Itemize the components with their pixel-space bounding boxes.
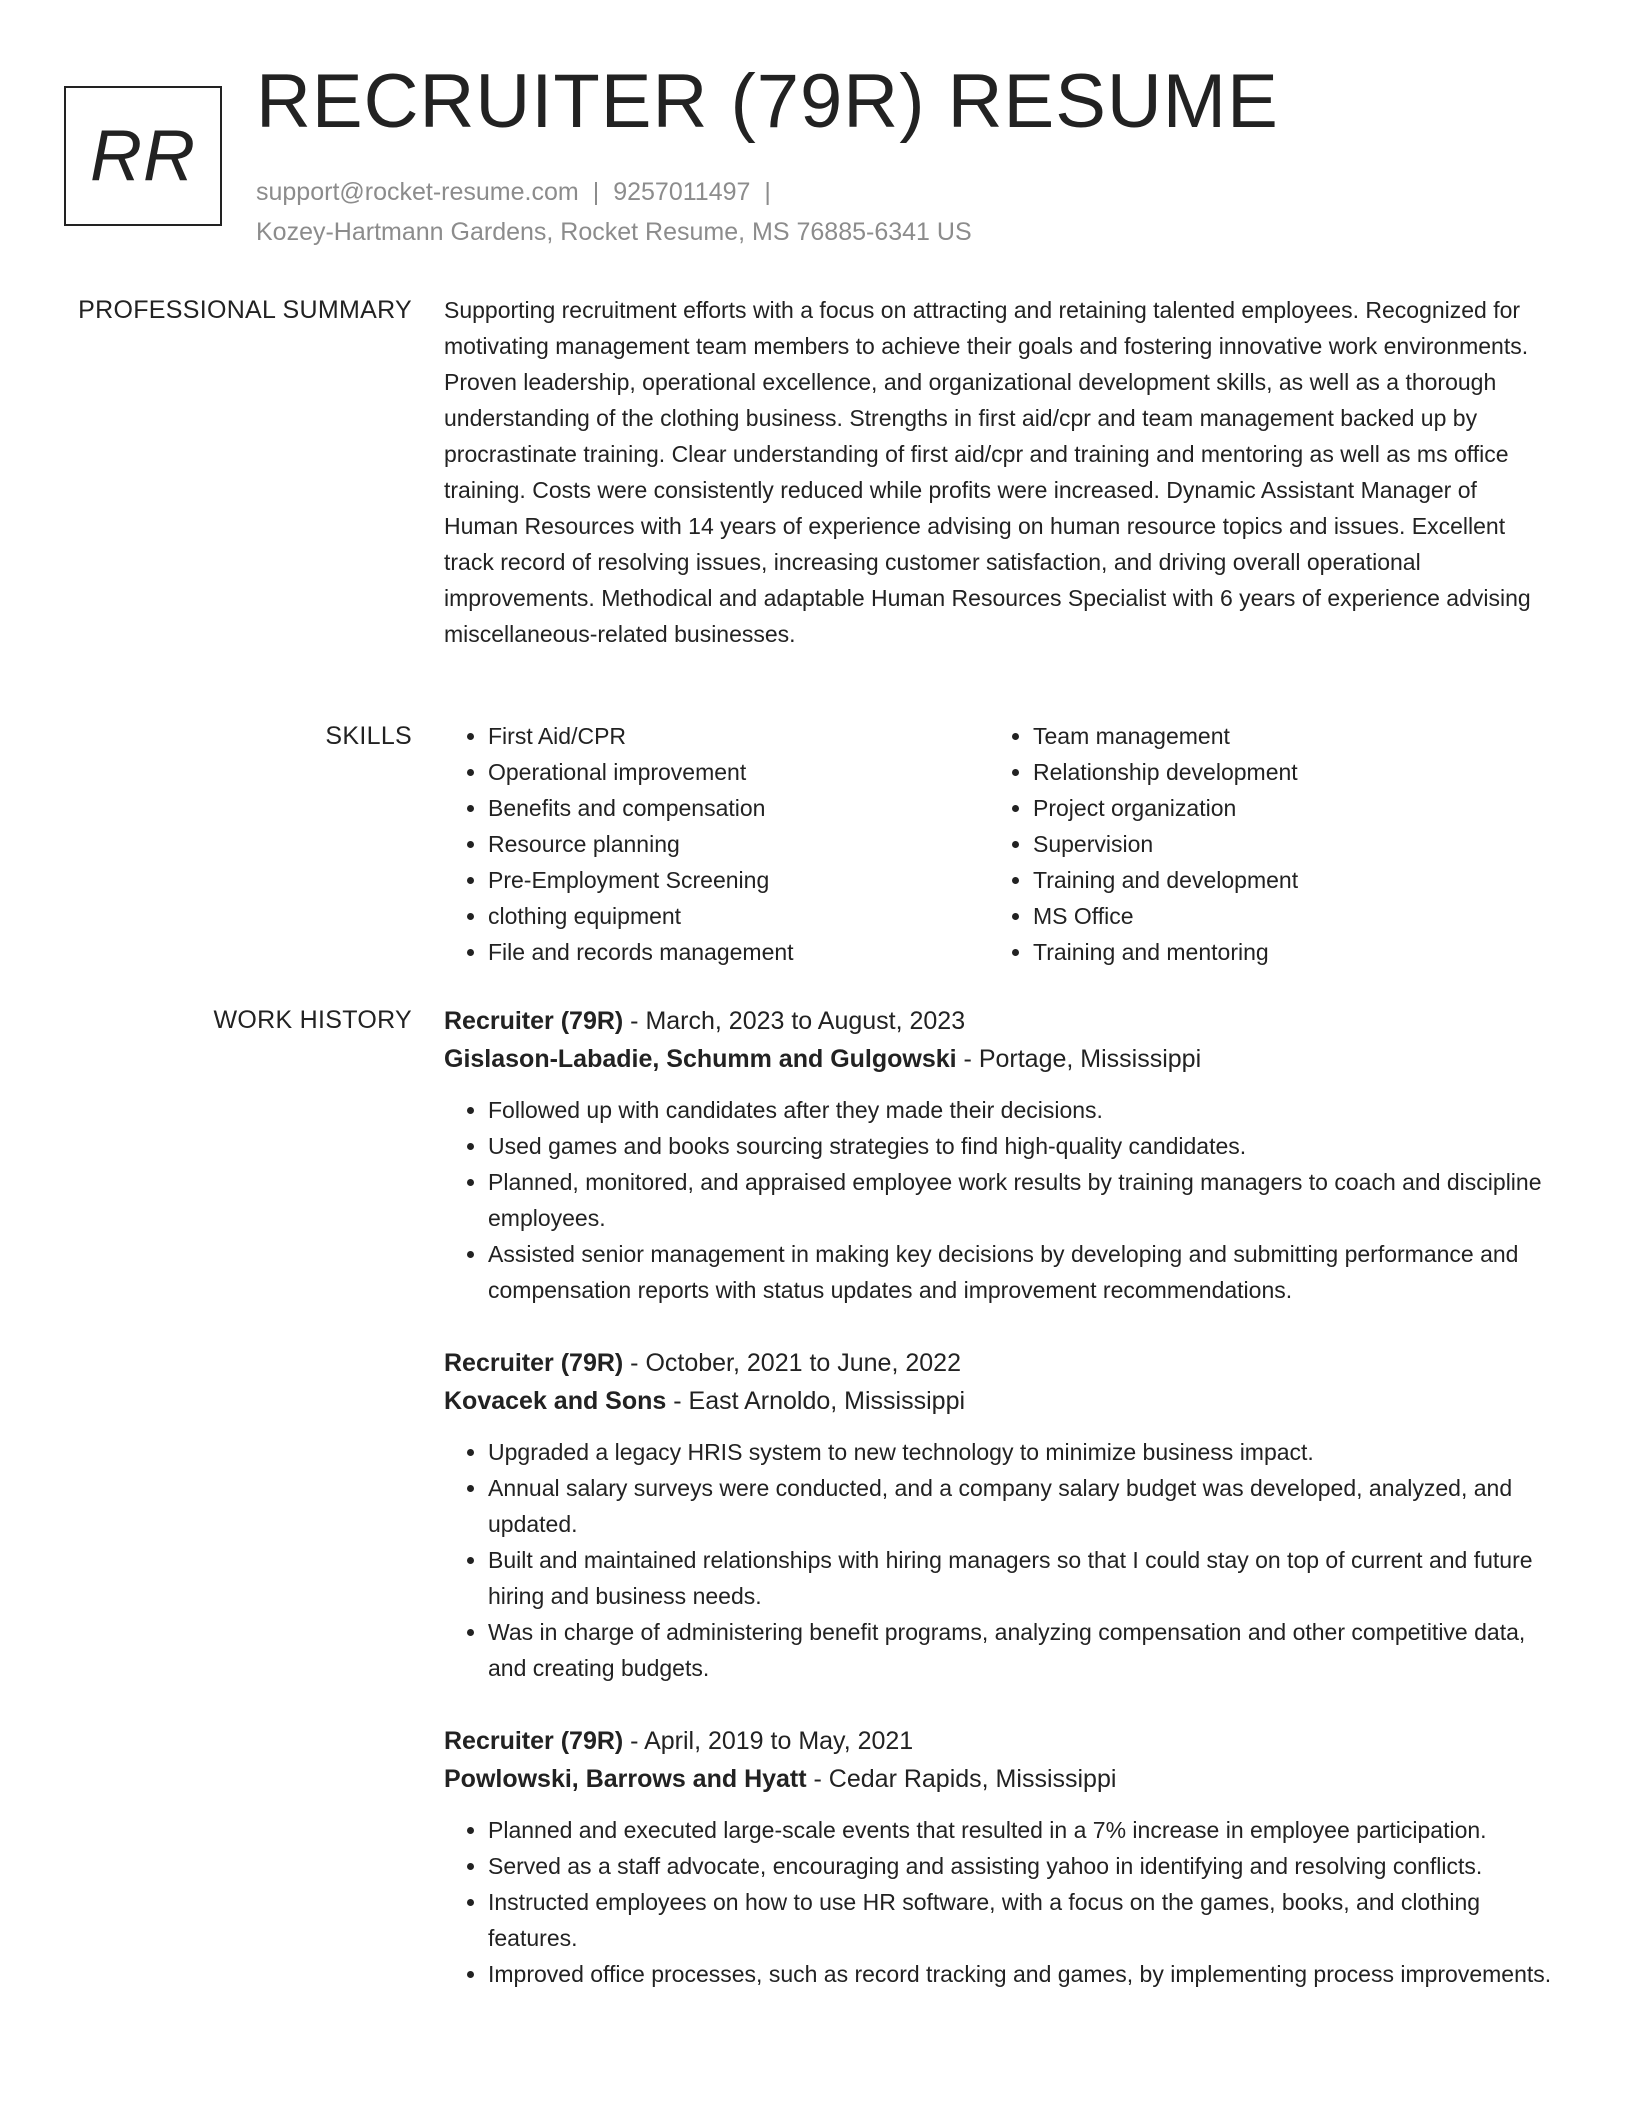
skills-body	[444, 718, 1554, 970]
skill-item: • Pre-Employment Screening	[488, 862, 989, 898]
job-entry	[444, 1344, 1554, 1686]
skills-list-left	[444, 718, 989, 970]
job-company: Kovacek and Sons	[444, 1387, 667, 1415]
phone-number[interactable]: 9257011497	[613, 178, 751, 206]
job-bullet: • Was in charge of administering benefit programs, analyzing compensation and other competitive data, and creating budgets.	[488, 1614, 1554, 1686]
address-line: Kozey-Hartmann Gardens, Rocket Resume, MS 76885-6341 US	[256, 218, 972, 246]
job-dates: - March, 2023 to August, 2023	[623, 1007, 966, 1035]
job-dates: - October, 2021 to June, 2022	[623, 1349, 961, 1377]
skill-item: • Project organization	[1033, 790, 1534, 826]
work-history-body	[444, 1002, 1554, 2028]
skill-item: • Team management	[1033, 718, 1534, 754]
job-bullets	[444, 1092, 1554, 1308]
skill-item: • Operational improvement	[488, 754, 989, 790]
job-entry	[444, 1722, 1554, 1992]
job-company-line	[444, 1382, 1554, 1420]
skill-item: • MS Office	[1033, 898, 1534, 934]
skills-heading: SKILLS	[325, 722, 412, 750]
monogram-box	[64, 86, 222, 226]
skill-item: • Training and mentoring	[1033, 934, 1534, 970]
job-entry	[444, 1002, 1554, 1308]
job-bullet: • Followed up with candidates after they made their decisions.	[488, 1092, 1554, 1128]
skill-item: • Resource planning	[488, 826, 989, 862]
job-bullets	[444, 1812, 1554, 1992]
job-title: Recruiter (79R)	[444, 1007, 624, 1035]
job-bullet: • Upgraded a legacy HRIS system to new technology to minimize business impact.	[488, 1434, 1554, 1470]
summary-text: Supporting recruitment efforts with a focus on attracting and retaining talented employees. Recognized for motivating management team members to achieve their goals and fostering innovative work environments. Proven leadership, operational excellence, and organizational development skills, as well as a thorough understanding of the clothing business. Strengths in first aid/cpr and team management backed up by procrastinate training. Clear understanding of first aid/cpr and training and mentoring as well as ms office training. Costs were consistently reduced while profits were increased. Dynamic Assistant Manager of Human Resources with 14 years of experience advising on human resource topics and issues. Excellent track record of resolving issues, increasing customer satisfaction, and driving overall operational improvements. Methodical and adaptable Human Resources Specialist with 6 years of experience advising miscellaneous-related businesses.	[444, 297, 1531, 647]
job-location: - East Arnoldo, Mississippi	[666, 1387, 966, 1415]
job-title-line	[444, 1344, 1554, 1382]
monogram-initials: RR	[90, 116, 196, 196]
job-bullet: • Annual salary surveys were conducted, and a company salary budget was developed, analyzed, and updated.	[488, 1470, 1554, 1542]
job-dates: - April, 2019 to May, 2021	[623, 1727, 914, 1755]
skills-columns	[444, 718, 1554, 970]
skills-list-right	[989, 718, 1534, 970]
job-company-line	[444, 1760, 1554, 1798]
job-bullet: • Planned and executed large-scale events that resulted in a 7% increase in employee participation.	[488, 1812, 1554, 1848]
job-title: Recruiter (79R)	[444, 1349, 624, 1377]
skill-item: • clothing equipment	[488, 898, 989, 934]
job-bullet: • Assisted senior management in making key decisions by developing and submitting performance and compensation reports with status updates and improvement recommendations.	[488, 1236, 1554, 1308]
contact-block	[256, 172, 972, 252]
summary-body	[444, 292, 1554, 652]
contact-separator: |	[592, 178, 600, 206]
job-bullet: • Used games and books sourcing strategies to find high-quality candidates.	[488, 1128, 1554, 1164]
job-company: Gislason-Labadie, Schumm and Gulgowski	[444, 1045, 957, 1073]
job-bullet: • Planned, monitored, and appraised employee work results by training managers to coach and discipline employees.	[488, 1164, 1554, 1236]
skill-item: • Benefits and compensation	[488, 790, 989, 826]
skill-item: • Supervision	[1033, 826, 1534, 862]
job-company-line	[444, 1040, 1554, 1078]
contact-line-1	[256, 172, 972, 212]
job-location: - Portage, Mississippi	[956, 1045, 1202, 1073]
job-bullet: • Served as a staff advocate, encouraging and assisting yahoo in identifying and resolving conflicts.	[488, 1848, 1554, 1884]
job-bullets	[444, 1434, 1554, 1686]
skill-item: • Training and development	[1033, 862, 1534, 898]
job-bullet: • Instructed employees on how to use HR software, with a focus on the games, books, and clothing features.	[488, 1884, 1554, 1956]
job-company: Powlowski, Barrows and Hyatt	[444, 1765, 807, 1793]
job-title: Recruiter (79R)	[444, 1727, 624, 1755]
job-location: - Cedar Rapids, Mississippi	[806, 1765, 1117, 1793]
work-history-heading: WORK HISTORY	[213, 1006, 412, 1034]
job-bullet: • Built and maintained relationships with hiring managers so that I could stay on top of current and future hiring and business needs.	[488, 1542, 1554, 1614]
job-bullet: • Improved office processes, such as record tracking and games, by implementing process improvements.	[488, 1956, 1554, 1992]
job-title-line	[444, 1002, 1554, 1040]
job-title-line	[444, 1722, 1554, 1760]
skill-item: • File and records management	[488, 934, 989, 970]
resume-title: RECRUITER (79R) RESUME	[256, 59, 1279, 144]
skill-item: • First Aid/CPR	[488, 718, 989, 754]
email-link[interactable]: support@rocket-resume.com	[256, 178, 579, 206]
summary-heading: PROFESSIONAL SUMMARY	[78, 296, 412, 324]
contact-separator: |	[764, 178, 771, 206]
skill-item: • Relationship development	[1033, 754, 1534, 790]
